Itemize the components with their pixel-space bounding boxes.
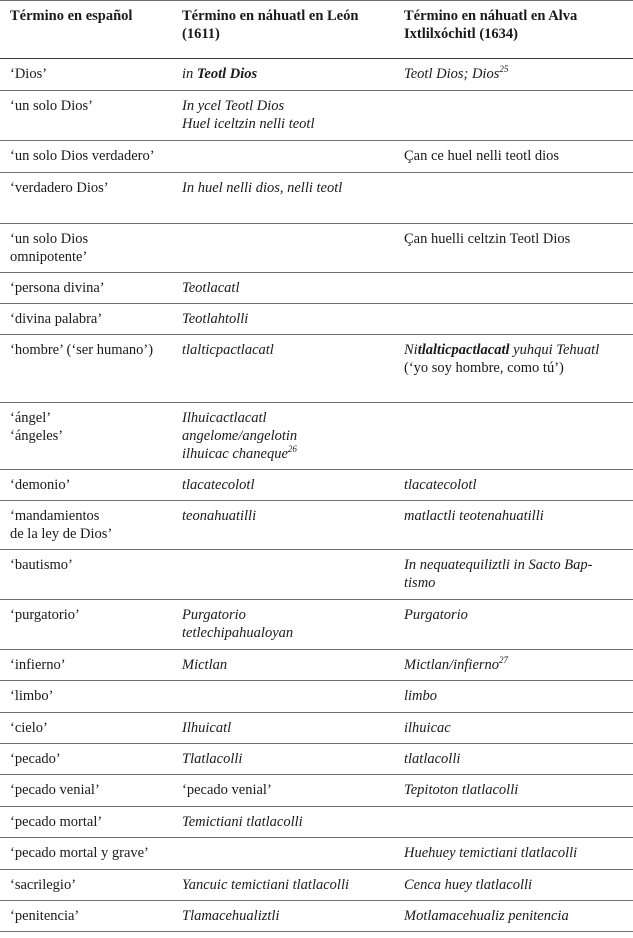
term-alva-bold: tlalticpactlacatl <box>417 342 510 358</box>
term-alva: Çan ce huel nelli teotl dios <box>404 148 560 164</box>
footnote-ref: 26 <box>287 444 297 455</box>
term-alva: Mictlan/infierno <box>404 657 500 673</box>
table-row <box>0 870 633 901</box>
term-leon: tlalticpactlacatl <box>182 342 274 358</box>
term-leon: Ilhuicatl <box>182 720 232 736</box>
table-row <box>0 91 633 141</box>
term-alva: In nequatequiliztli in Sacto Bap- <box>404 557 593 573</box>
term-spanish: ‘pecado mortal y grave’ <box>10 845 149 861</box>
term-spanish: ‘pecado venial’ <box>10 782 100 798</box>
table-row <box>0 713 633 744</box>
term-leon: Temictiani tlatlacolli <box>182 814 303 830</box>
term-alva: tlacatecolotl <box>404 477 477 493</box>
header-leon-label: Término en náhuatl en León (1611) <box>182 8 359 42</box>
term-spanish: ‘ángel’ <box>10 410 52 426</box>
table-row <box>0 59 633 91</box>
term-alva: Purgatorio <box>404 607 468 623</box>
table-row <box>0 550 633 600</box>
term-alva: Motlamacehualiz penitencia <box>404 908 569 924</box>
term-alva: Teotl Dios; Dios <box>404 66 500 82</box>
term-leon-prefix: in <box>182 66 197 82</box>
term-spanish: ‘ángeles’ <box>10 428 64 444</box>
table-row <box>0 273 633 304</box>
term-alva: matlactli teotenahuatilli <box>404 508 544 524</box>
term-leon: In huel nelli dios, nelli teotl <box>182 180 343 196</box>
term-leon: teonahuatilli <box>182 508 257 524</box>
term-spanish: ‘divina palabra’ <box>10 311 103 327</box>
term-spanish: ‘pecado’ <box>10 751 61 767</box>
term-leon: ‘pecado venial’ <box>182 782 272 798</box>
term-leon-bold: Teotl Dios <box>196 66 258 82</box>
term-leon: Huel iceltzin nelli teotl <box>182 116 315 132</box>
term-alva: tlatlacolli <box>404 751 461 767</box>
term-alva: yuhqui Tehuatl <box>509 342 600 358</box>
table-row <box>0 224 633 273</box>
footnote-ref: 25 <box>499 64 509 75</box>
term-alva: Tepitoton tlatlacolli <box>404 782 519 798</box>
header-leon <box>172 1 394 58</box>
term-alva: Cenca huey tlatlacolli <box>404 877 533 893</box>
table-row <box>0 335 633 403</box>
term-alva: Huehuey temictiani tlatlacolli <box>404 845 578 861</box>
term-leon: Tlamacehualiztli <box>182 908 280 924</box>
term-leon: In ycel Teotl Dios <box>182 98 285 114</box>
term-spanish: de la ley de Dios’ <box>10 526 113 542</box>
table-row <box>0 744 633 775</box>
term-alva: tismo <box>404 575 436 591</box>
table-row <box>0 838 633 870</box>
table-row <box>0 470 633 501</box>
term-spanish: ‘Dios’ <box>10 66 48 82</box>
term-spanish: ‘verdadero Dios’ <box>10 180 109 196</box>
term-spanish: ‘un solo Dios verdadero’ <box>10 148 155 164</box>
table-row <box>0 173 633 224</box>
table-header <box>0 0 633 59</box>
table-row <box>0 901 633 932</box>
table-row <box>0 403 633 470</box>
term-spanish: ‘mandamientos <box>10 508 100 524</box>
table-row <box>0 650 633 681</box>
term-spanish: ‘demonio’ <box>10 477 71 493</box>
term-leon: Yancuic temictiani tlatlacolli <box>182 877 350 893</box>
term-leon: ilhuicac chaneque <box>182 446 288 462</box>
term-spanish: ‘hombre’ (‘ser humano’) <box>10 342 154 358</box>
header-spanish-label: Término en español <box>10 8 133 24</box>
table-row <box>0 681 633 713</box>
term-spanish: ‘purgatorio’ <box>10 607 80 623</box>
term-alva: limbo <box>404 688 438 704</box>
header-alva <box>394 1 633 58</box>
term-spanish: ‘bautismo’ <box>10 557 73 573</box>
term-alva: Çan huelli celtzin Teotl Dios <box>404 231 571 247</box>
table-row <box>0 304 633 335</box>
header-spanish <box>0 1 172 58</box>
term-spanish: ‘un solo Dios omnipotente’ <box>10 231 89 265</box>
term-leon: Mictlan <box>182 657 228 673</box>
term-leon: Tlatlacolli <box>182 751 243 767</box>
term-spanish: ‘limbo’ <box>10 688 54 704</box>
table-row <box>0 141 633 173</box>
term-spanish: ‘sacrilegio’ <box>10 877 77 893</box>
term-leon: Teotlahtolli <box>182 311 249 327</box>
header-alva-label: Término en náhuatl en Alva Ixtlilxóchitl (1634) <box>404 8 578 42</box>
term-leon: tetlechipahualoyan <box>182 625 294 641</box>
term-leon: Teotlacatl <box>182 280 240 296</box>
term-spanish: ‘un solo Dios’ <box>10 98 93 114</box>
footnote-ref: 27 <box>499 655 509 666</box>
table-row <box>0 807 633 838</box>
table-row <box>0 775 633 807</box>
term-spanish: ‘infierno’ <box>10 657 66 673</box>
term-alva-prefix: Ni <box>404 342 418 358</box>
term-alva-gloss: (‘yo soy hombre, como tú’) <box>404 360 564 376</box>
table-row <box>0 501 633 550</box>
term-spanish: ‘persona divina’ <box>10 280 105 296</box>
table-row <box>0 600 633 650</box>
term-leon: tlacatecolotl <box>182 477 255 493</box>
term-spanish: ‘penitencia’ <box>10 908 80 924</box>
term-leon: Purgatorio <box>182 607 246 623</box>
term-spanish: ‘cielo’ <box>10 720 48 736</box>
term-spanish: ‘pecado mortal’ <box>10 814 103 830</box>
term-leon: angelome/angelotin <box>182 428 298 444</box>
term-alva: ilhuicac <box>404 720 451 736</box>
term-leon: Ilhuicactlacatl <box>182 410 267 426</box>
